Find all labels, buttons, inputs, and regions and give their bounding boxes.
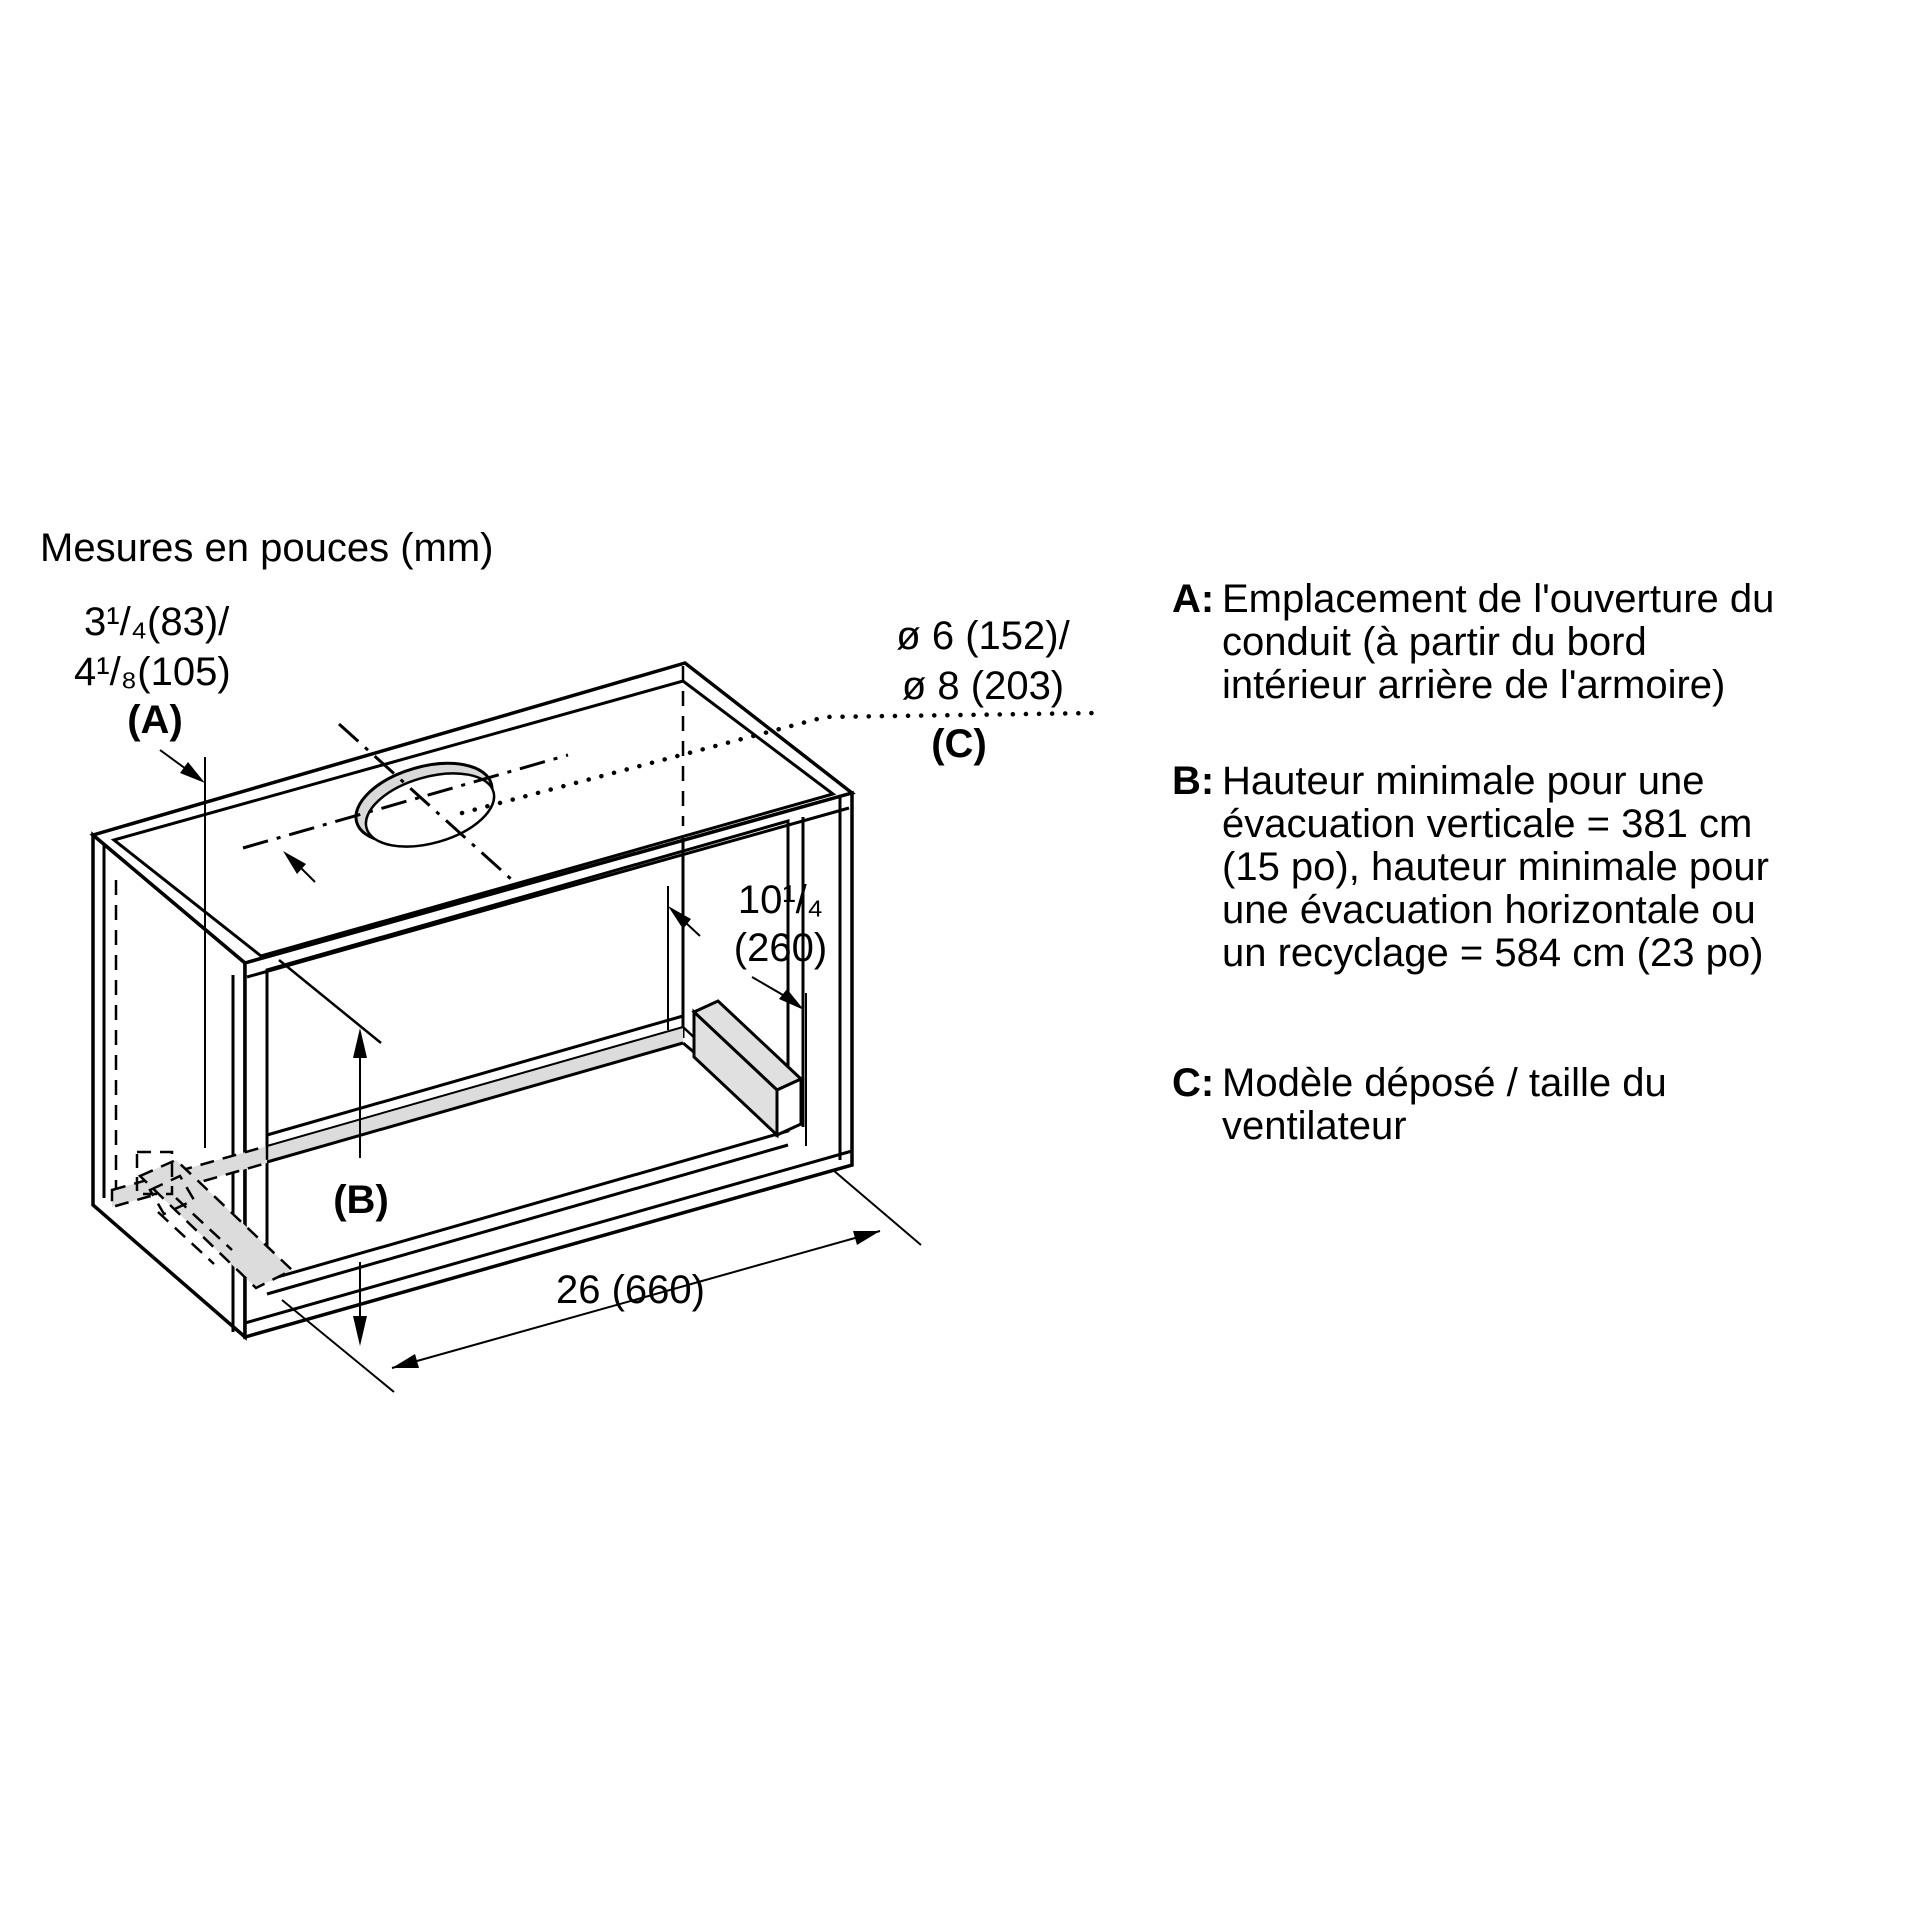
legend-c-line-2: ventilateur bbox=[1222, 1104, 1407, 1148]
dim-width-value: 26 (660) bbox=[556, 1268, 705, 1312]
legend-c-key: C: bbox=[1172, 1061, 1215, 1105]
dim-b-extension-line bbox=[282, 1300, 394, 1392]
legend-a-line-1: Emplacement de l'ouverture du bbox=[1222, 577, 1775, 621]
legend-b-line-3: (15 po), hauteur minimale pour bbox=[1222, 845, 1769, 889]
legend-b-line-1: Hauteur minimale pour une bbox=[1222, 759, 1705, 803]
dim-a-value-1: 3¹/₄(83)/ bbox=[84, 600, 230, 644]
mounting-block-end bbox=[777, 1079, 801, 1135]
dim-width-arrowhead-right bbox=[853, 1231, 880, 1245]
legend-a-line-2: conduit (à partir du bord bbox=[1222, 620, 1647, 664]
dim-depth-value-2: (260) bbox=[733, 926, 828, 970]
dim-depth-value-1: 10¹/₄ bbox=[737, 878, 824, 922]
legend-a-key: A: bbox=[1172, 577, 1215, 621]
dim-a-value-2: 4¹/₈(105) bbox=[74, 650, 231, 694]
dim-c-value-1: ø 6 (152)/ bbox=[896, 614, 1070, 658]
dim-c-value-2: ø 8 (203) bbox=[901, 664, 1065, 708]
legend-b-line-5: un recyclage = 584 cm (23 po) bbox=[1222, 931, 1764, 975]
legend-b-line-2: évacuation verticale = 381 cm bbox=[1222, 802, 1753, 846]
legend-item-b bbox=[1172, 760, 1882, 975]
dim-width-extension-line bbox=[833, 1170, 921, 1245]
dim-c-label: (C) bbox=[931, 722, 987, 766]
diagram-title: Mesures en pouces (mm) bbox=[40, 526, 494, 570]
dim-a-arrow-shaft bbox=[160, 750, 186, 769]
legend-item-a bbox=[1172, 578, 1882, 707]
legend-c-line-1: Modèle déposé / taille du bbox=[1222, 1061, 1667, 1105]
dim-a-arrowhead bbox=[180, 762, 205, 783]
dim-b-label: (B) bbox=[333, 1178, 389, 1222]
legend-a-line-3: intérieur arrière de l'armoire) bbox=[1222, 663, 1726, 707]
dim-b-arrowhead-down bbox=[353, 1316, 367, 1346]
dim-width-arrowhead-left bbox=[392, 1354, 419, 1368]
dim-a-label: (A) bbox=[127, 698, 183, 742]
legend-item-c bbox=[1172, 1062, 1882, 1148]
legend-b-key: B: bbox=[1172, 759, 1215, 803]
legend-b-line-4: une évacuation horizontale ou bbox=[1222, 888, 1756, 932]
